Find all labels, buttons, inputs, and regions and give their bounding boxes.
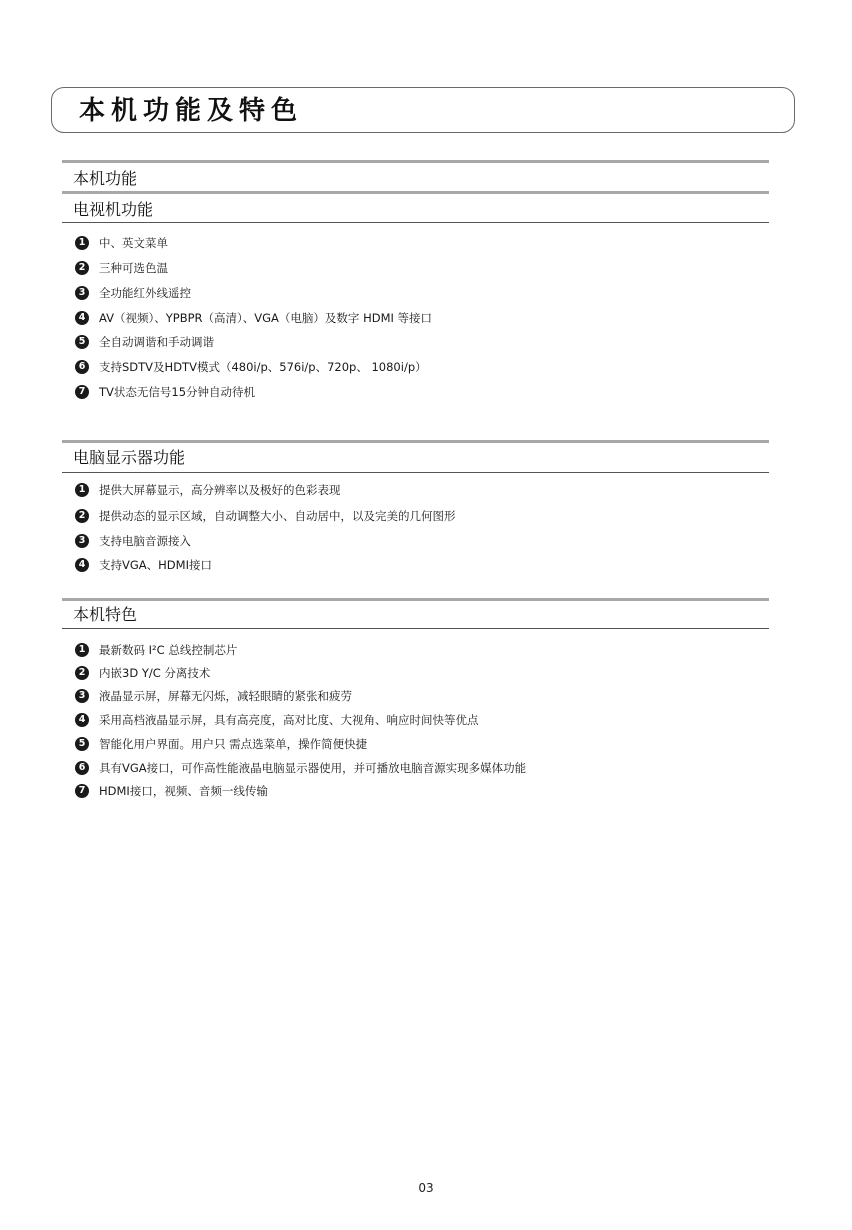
list-item: [75, 384, 255, 400]
list-item: [75, 285, 191, 301]
list-item: [75, 712, 479, 728]
section-rule: [62, 160, 769, 163]
list-item-text: 支持VGA、HDMI接口: [99, 558, 212, 572]
section-rule: [62, 191, 769, 194]
list-item-text: 中、英文菜单: [99, 236, 168, 250]
number-badge: 3: [75, 689, 89, 703]
section-underline: [62, 222, 769, 223]
machine-functions-heading: 本机功能: [73, 169, 138, 188]
list-item: [75, 260, 168, 276]
list-item: [75, 760, 526, 776]
list-item: [75, 334, 214, 350]
list-item-text: 提供动态的显示区域，自动调整大小、自动居中，以及完美的几何图形: [99, 509, 456, 523]
list-item: [75, 736, 367, 752]
list-item: [75, 533, 191, 549]
list-item-text: 全功能红外线遥控: [99, 286, 191, 300]
list-item-text: 最新数码 I²C 总线控制芯片: [99, 643, 238, 657]
section-rule: [62, 598, 769, 601]
number-badge: 1: [75, 483, 89, 497]
number-badge: 6: [75, 761, 89, 775]
list-item-text: 内嵌3D Y/C 分离技术: [99, 666, 211, 680]
number-badge: 5: [75, 335, 89, 349]
section-underline: [62, 472, 769, 473]
list-item: [75, 482, 341, 498]
list-item: [75, 310, 432, 326]
list-item: [75, 508, 456, 524]
list-item-text: AV（视频）、YPBPR（高清）、VGA（电脑）及数字 HDMI 等接口: [99, 311, 433, 325]
list-item: [75, 235, 168, 251]
list-item-text: 采用高档液晶显示屏，具有高亮度，高对比度、大视角、响应时间快等优点: [99, 713, 479, 727]
list-item-text: 全自动调谐和手动调谐: [99, 335, 214, 349]
list-item-text: 智能化用户界面。用户只 需点选菜单，操作简便快捷: [99, 737, 368, 751]
list-item: [75, 665, 210, 681]
page-title: 本机功能及特色: [79, 96, 304, 126]
list-item-text: HDMI接口，视频、音频一线传输: [99, 784, 268, 798]
number-badge: 4: [75, 311, 89, 325]
number-badge: 3: [75, 534, 89, 548]
number-badge: 7: [75, 385, 89, 399]
list-item-text: 支持电脑音源接入: [99, 534, 191, 548]
number-badge: 7: [75, 784, 89, 798]
number-badge: 2: [75, 666, 89, 680]
tv-functions-heading: 电视机功能: [73, 200, 154, 219]
list-item-text: 支持SDTV及HDTV模式（480i/p、576i/p、720p、 1080i/p）: [99, 360, 427, 374]
pc-monitor-functions-heading: 电脑显示器功能: [73, 448, 186, 467]
number-badge: 4: [75, 558, 89, 572]
number-badge: 1: [75, 643, 89, 657]
list-item-text: 液晶显示屏，屏幕无闪烁，减轻眼睛的紧张和疲劳: [99, 689, 352, 703]
features-heading: 本机特色: [73, 605, 138, 624]
number-badge: 2: [75, 261, 89, 275]
number-badge: 6: [75, 360, 89, 374]
number-badge: 1: [75, 236, 89, 250]
list-item-text: 三种可选色温: [99, 261, 168, 275]
page-number: 03: [418, 1181, 434, 1195]
list-item-text: TV状态无信号15分钟自动待机: [99, 385, 256, 399]
list-item: [75, 783, 268, 799]
number-badge: 4: [75, 713, 89, 727]
number-badge: 3: [75, 286, 89, 300]
list-item-text: 提供大屏幕显示，高分辨率以及极好的色彩表现: [99, 483, 341, 497]
section-underline: [62, 628, 769, 629]
list-item: [75, 688, 352, 704]
number-badge: 2: [75, 509, 89, 523]
page-title-box: [51, 87, 795, 133]
list-item: [75, 359, 427, 375]
list-item: [75, 642, 237, 658]
number-badge: 5: [75, 737, 89, 751]
list-item-text: 具有VGA接口，可作高性能液晶电脑显示器使用，并可播放电脑音源实现多媒体功能: [99, 761, 527, 775]
section-rule: [62, 440, 769, 443]
list-item: [75, 557, 212, 573]
